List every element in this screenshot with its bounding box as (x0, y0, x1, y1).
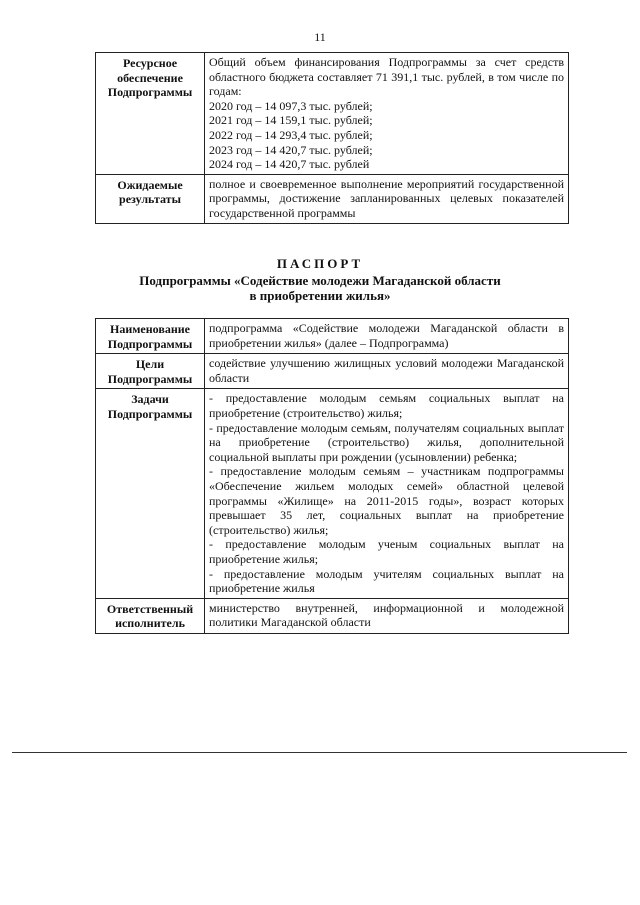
row-value (205, 319, 569, 354)
funding-year: 2021 год – 14 159,1 тыс. рублей; (209, 113, 373, 128)
row-value (205, 53, 569, 175)
table-row (96, 354, 569, 389)
funding-year: 2022 год – 14 293,4 тыс. рублей; (209, 127, 373, 142)
resource-table (95, 52, 569, 224)
funding-year: 2023 год – 14 420,7 тыс. рублей; (209, 142, 373, 157)
row-label (96, 53, 205, 175)
passport-subtitle: в приобретении жилья» (249, 288, 391, 303)
row-label (96, 174, 205, 223)
footer-divider (12, 752, 627, 753)
row-value (205, 354, 569, 389)
passport-table (95, 318, 569, 634)
label-line: Задачи (131, 392, 169, 407)
expected-results-text: полное и своевременное выполнение мероприятий государственной программы, достижение запланированных целевых показателей государственной программы (209, 176, 564, 220)
task-item: - предоставление молодым семьям – участникам подпрограммы «Обеспечение жильем молодых семей» областной целевой программы «Жилище» на 2011-2015 годы», возраст которых превышает 35 лет, социальных выплат на приобретение (строительство) жилья; (209, 464, 564, 537)
subprogram-name: подпрограмма «Содействие молодежи Магаданской области в приобретении жилья» (далее – Подпрограмма) (209, 321, 564, 350)
label-line: Подпрограммы (107, 371, 193, 386)
label-line: исполнитель (115, 616, 185, 631)
label-line: Подпрограммы (107, 85, 193, 100)
table-row (96, 598, 569, 633)
funding-year: 2024 год – 14 420,7 тыс. рублей (209, 157, 370, 172)
task-item: - предоставление молодым ученым социальных выплат на приобретение жилья; (209, 537, 564, 566)
subprogram-goals: содействие улучшению жилищных условий молодежи Магаданской области (209, 356, 564, 385)
label-line: результаты (119, 192, 181, 207)
table-row (96, 53, 569, 175)
row-label (96, 319, 205, 354)
label-line: Ожидаемые (117, 177, 183, 192)
row-value (205, 598, 569, 633)
label-line: обеспечение (117, 70, 183, 85)
table-row (96, 319, 569, 354)
task-item: - предоставление молодым семьям социальных выплат на приобретение (строительство) жилья; (209, 391, 564, 420)
passport-subtitle: Подпрограммы «Содействие молодежи Магаданской области (139, 273, 501, 288)
funding-year: 2020 год – 14 097,3 тыс. рублей; (209, 98, 373, 113)
passport-title: ПАСПОРТ (276, 256, 364, 271)
row-label (96, 598, 205, 633)
label-line: Подпрограммы (107, 406, 193, 421)
label-line: Ответственный (106, 601, 194, 616)
row-label (96, 354, 205, 389)
task-item: - предоставление молодым семьям, получателям социальных выплат на приобретение (строительство) жилья, дополнительной социальной выплаты при рождении (усыновлении) ребенка; (209, 420, 564, 464)
label-line: Цели (135, 357, 165, 372)
funding-text: Общий объем финансирования Подпрограммы за счет средств областного бюджета составляет 71 391,1 тыс. рублей, в том числе по годам: (209, 55, 564, 99)
task-item: - предоставление молодым учителям социальных выплат на приобретение жилья (209, 566, 564, 596)
passport-heading (0, 256, 640, 303)
row-label (96, 389, 205, 598)
responsible-executor: министерство внутренней, информационной и молодежной политики Магаданской области (209, 600, 564, 630)
table-row (96, 389, 569, 598)
label-line: Подпрограммы (107, 336, 193, 351)
label-line: Наименование (110, 322, 190, 336)
page-number: 11 (314, 30, 326, 44)
row-value (205, 174, 569, 223)
row-value (205, 389, 569, 598)
label-line: Ресурсное (122, 56, 178, 70)
table-row (96, 174, 569, 223)
